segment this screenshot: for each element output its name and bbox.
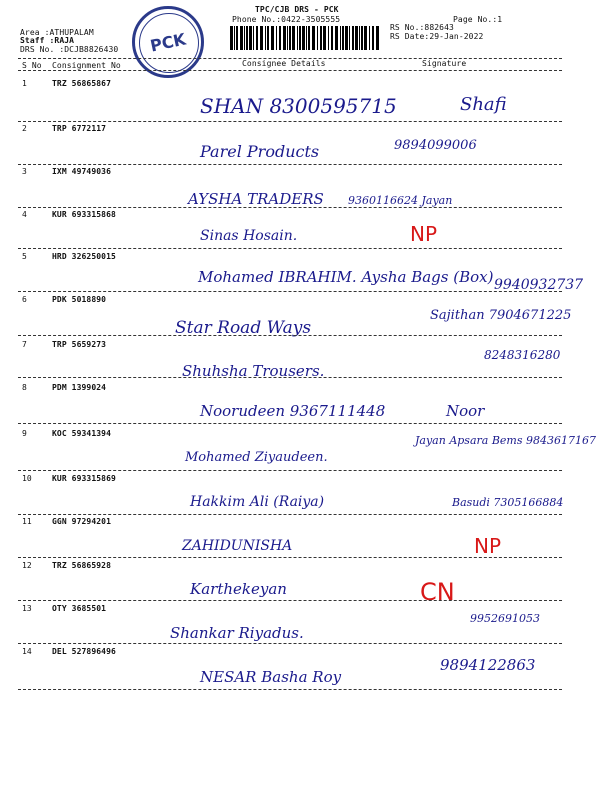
row-sno: 7 [22,340,27,349]
row-sno: 5 [22,252,27,261]
table-row [0,252,600,262]
status-mark: NP [474,534,502,558]
row-consignment-no: GGN 97294201 [52,517,111,526]
consignee-handwriting: ZAHIDUNISHA [182,538,293,554]
page-number: Page No.:1 [453,15,503,24]
row-consignment-no: TRP 5659273 [52,340,107,349]
row-consignment-no: PDM 1399024 [52,383,107,392]
row-consignment-no: KUR 693315869 [52,474,116,483]
table-row [0,167,600,177]
row-divider [18,600,562,601]
row-divider [18,643,562,644]
table-row [0,295,600,305]
consignee-handwriting: Parel Products [200,142,320,161]
status-mark: CN [420,578,455,606]
row-consignment-no: IXM 49749036 [52,167,111,176]
signature-handwriting: 9894122863 [440,656,536,674]
status-mark: NP [410,222,438,246]
consignee-handwriting: Sinas Hosain. [200,228,298,244]
phone-number: Phone No.:0422-3505555 [232,15,341,24]
area-label: Area :ATHUPALAM [20,28,94,37]
consignee-handwriting: Mohamed IBRAHIM. Aysha Bags (Box) [198,268,494,286]
document-title: TPC/CJB DRS - PCK [255,5,339,14]
signature-handwriting: 8248316280 [484,348,561,362]
table-row [0,79,600,89]
consignee-handwriting: Hakkim Ali (Raiya) [190,494,325,510]
row-divider [18,291,562,292]
row-sno: 11 [22,517,32,526]
column-sno: S No [22,61,42,70]
row-consignment-no: OTY 3685501 [52,604,107,613]
signature-handwriting: 9894099006 [394,138,477,153]
table-row [0,561,600,571]
row-sno: 14 [22,647,32,656]
row-consignment-no: TRZ 56865928 [52,561,111,570]
consignee-handwriting: Shuhsha Trousers. [182,362,325,380]
row-divider [18,377,562,378]
row-consignment-no: PDK 5018890 [52,295,107,304]
column-consignment: Consignment No [52,61,121,70]
row-sno: 2 [22,124,27,133]
row-sno: 1 [22,79,27,88]
stamp-text: PCK [148,29,188,56]
staff-label: Staff :RAJA [20,36,75,45]
signature-handwriting: Sajithan 7904671225 [430,308,572,323]
row-sno: 13 [22,604,32,613]
signature-handwriting: 9360116624 Jayan [348,194,453,207]
table-row [0,383,600,393]
row-divider [18,423,562,424]
column-consignee: Consignee Details [242,59,326,68]
row-sno: 9 [22,429,27,438]
row-divider [18,121,562,122]
consignee-handwriting: Karthekeyan [190,580,287,598]
signature-handwriting: 9940932737 [494,277,584,293]
row-consignment-no: HRD 326250015 [52,252,116,261]
row-sno: 12 [22,561,32,570]
consignee-handwriting: Shankar Riyadus. [170,624,304,642]
signature-handwriting: Jayan Apsara Bems 9843617167 [415,434,596,447]
row-divider [18,248,562,249]
row-consignment-no: KOC 59341394 [52,429,111,438]
row-sno: 6 [22,295,27,304]
signature-handwriting: Basudi 7305166884 [452,496,564,509]
row-sno: 3 [22,167,27,176]
row-divider [18,557,562,558]
consignee-handwriting: Noorudeen 9367111448 [200,402,386,420]
row-divider [18,514,562,515]
row-consignment-no: KUR 693315868 [52,210,116,219]
row-divider [18,207,562,208]
table-row [0,124,600,134]
consignee-handwriting: SHAN 8300595715 [200,94,397,118]
column-signature: Signature [422,59,467,68]
consignee-handwriting: NESAR Basha Roy [200,668,342,686]
consignee-handwriting: Mohamed Ziyaudeen. [185,450,328,465]
row-divider [18,164,562,165]
drs-number: DRS No. :DCJB8826430 [20,45,119,54]
rs-number: RS No.:882643 [390,23,454,32]
row-sno: 4 [22,210,27,219]
signature-handwriting: 9952691053 [470,612,540,625]
table-row [0,517,600,527]
table-row [0,474,600,484]
consignee-handwriting: AYSHA TRADERS [188,190,324,208]
row-sno: 10 [22,474,32,483]
header-divider-bottom [18,70,562,71]
row-consignment-no: DEL 527896496 [52,647,116,656]
row-consignment-no: TRP 6772117 [52,124,107,133]
row-sno: 8 [22,383,27,392]
table-row [0,210,600,220]
barcode [230,26,380,52]
pck-stamp [132,6,204,78]
row-divider [18,689,562,690]
signature-handwriting: Shafi [460,94,507,115]
consignee-handwriting: Star Road Ways [175,318,312,338]
row-divider [18,470,562,471]
row-consignment-no: TRZ 56865867 [52,79,111,88]
rs-date: RS Date:29-Jan-2022 [390,32,484,41]
signature-handwriting: Noor [446,402,485,420]
row-divider [18,335,562,336]
